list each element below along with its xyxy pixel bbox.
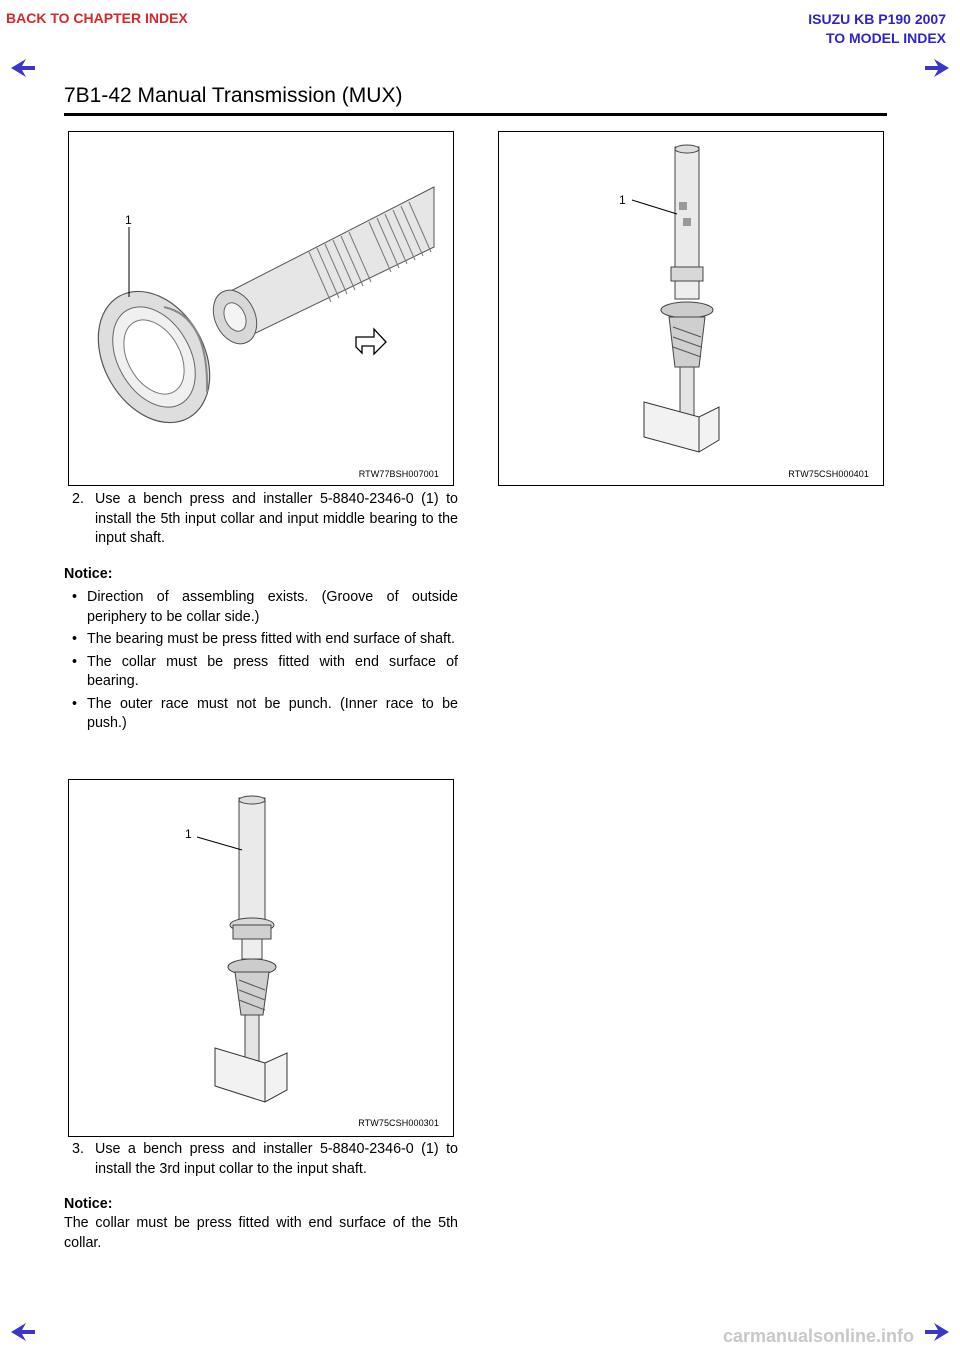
header-rule [64,113,887,116]
list-item: • The outer race must not be punch. (Inner race to be push.) [72,695,458,731]
figure-installer-5th-collar [498,131,884,486]
step-text: Use a bench press and installer 5-8840-2346-0 (1) to install the 3rd input collar to the input shaft. [95,1141,458,1177]
next-page-arrow-icon[interactable] [924,58,950,78]
notice-bullet-list [64,588,458,737]
list-item: • Direction of assembling exists. (Groove of outside periphery to be collar side.) [72,589,458,625]
step-2 [72,490,458,549]
page-title: 7B1-42 Manual Transmission (MUX) [64,84,403,107]
figure-code: RTW77BSH007001 [358,469,439,479]
callout-1: 1 [125,213,132,227]
callout-1: 1 [619,193,626,207]
notice-title: Notice: [64,566,113,582]
figure-code: RTW75CSH000301 [358,1118,439,1128]
installer-press-illustration [69,780,453,1136]
callout-1: 1 [185,827,192,841]
notice-text: The collar must be press fitted with end surface of the 5th collar. [64,1215,458,1251]
list-item: • The collar must be press fitted with end surface of bearing. [72,653,458,689]
bearing-shaft-illustration [69,132,453,485]
figure-installer-3rd-collar [68,779,454,1137]
step-number: 2. [72,491,84,507]
notice-title: Notice: [64,1196,113,1212]
watermark: carmanualsonline.info [722,1326,914,1346]
step-3 [72,1140,458,1179]
to-model-index-link[interactable]: TO MODEL INDEX [825,30,946,46]
figure-code: RTW75CSH000401 [788,469,869,479]
figure-bearing-shaft [68,131,454,486]
back-to-chapter-index-link[interactable]: BACK TO CHAPTER INDEX [6,10,188,26]
prev-page-arrow-icon[interactable] [10,58,36,78]
model-index-block[interactable] [808,10,946,48]
list-item: • The bearing must be press fitted with end surface of shaft. [72,631,455,647]
step-text: Use a bench press and installer 5-8840-2346-0 (1) to install the 5th input collar and input middle bearing to the input shaft. [95,491,458,546]
model-title[interactable]: ISUZU KB P190 2007 [808,11,946,27]
step-number: 3. [72,1141,84,1157]
installer-press-illustration [499,132,883,485]
next-page-arrow-icon[interactable] [924,1322,950,1342]
prev-page-arrow-icon[interactable] [10,1322,36,1342]
